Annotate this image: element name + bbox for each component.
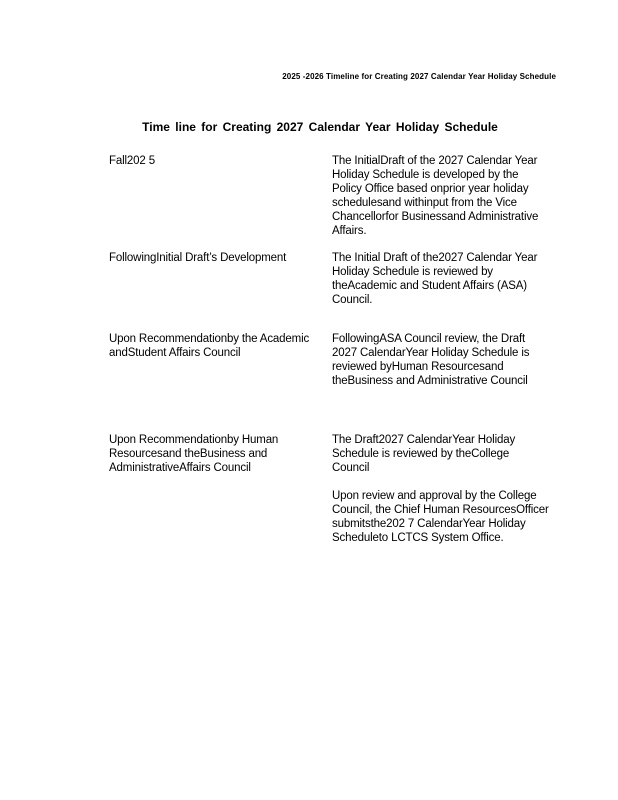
timeline-when: Upon Recommendationby Human Resourcesand theBusiness and AdministrativeAffairs Council xyxy=(109,434,279,474)
timeline-row xyxy=(109,433,549,563)
timeline-description: The InitialDraft of the 2027 Calendar Year Holiday Schedule is developed by the Policy Office based onprior year holiday schedulesand withinput from the Vice Chancellorfor Businessand Administrative Affairs. xyxy=(332,155,539,237)
timeline-row xyxy=(109,332,549,433)
timeline-row xyxy=(109,251,549,332)
timeline-description: FollowingASA Council review, the Draft 2027 CalendarYear Holiday Schedule is reviewed byHuman Resourcesand theBusiness and Administrative Council xyxy=(332,333,530,387)
timeline-what xyxy=(332,154,549,251)
timeline-table xyxy=(109,154,549,563)
timeline-row xyxy=(109,154,549,251)
page-header: 2025 -2026 Timeline for Creating 2027 Calendar Year Holiday Schedule xyxy=(282,72,556,81)
timeline-what xyxy=(332,332,549,433)
timeline-what xyxy=(332,251,549,332)
timeline-description: The Draft2027 CalendarYear Holiday Schedule is reviewed by theCollege Council xyxy=(332,434,516,474)
timeline-description: Upon review and approval by the College Council, the Chief Human ResourcesOfficer submitsthe202 7 CalendarYear Holiday Scheduleto LCTCS System Office. xyxy=(332,490,549,544)
timeline-when: Fall202 5 xyxy=(109,155,155,167)
timeline-description: The Initial Draft of the2027 Calendar Year Holiday Schedule is reviewed by theAcademic and Student Affairs (ASA) Council. xyxy=(332,252,538,306)
timeline-when: Upon Recommendationby the Academic andStudent Affairs Council xyxy=(109,333,310,359)
timeline-what xyxy=(332,433,549,563)
document-title: Time line for Creating 2027 Calendar Year Holiday Schedule xyxy=(142,120,498,134)
timeline-when: FollowingInitial Draft’s Development xyxy=(109,252,287,264)
